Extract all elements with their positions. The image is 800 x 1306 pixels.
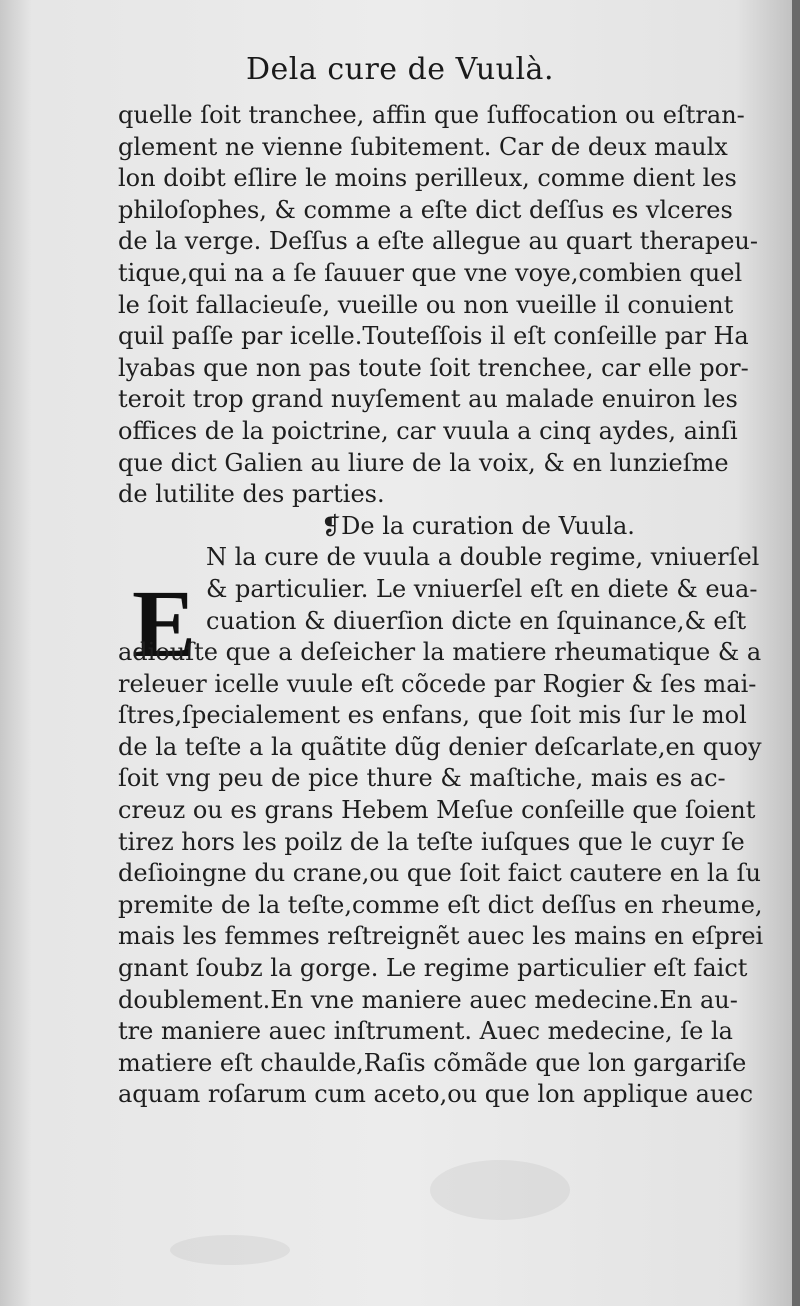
text-line: lon doibt eſlire le moins perilleux, comme dient les bbox=[118, 164, 737, 193]
text-line: le ſoit fallacieuſe, vueille ou non vueille il conuient bbox=[118, 290, 734, 319]
text-line: tre maniere auec inſtrument. Auec medecine, ſe la bbox=[118, 1017, 733, 1046]
text-line: tique,qui na a ſe ſauuer que vne voye,combien quel bbox=[118, 258, 743, 287]
text-line: gnant ſoubz la gorge. Le regime particulier eſt faict bbox=[118, 954, 748, 983]
text-line: premite de la teſte,comme eſt dict deſſus en rheume, bbox=[118, 890, 763, 919]
text-line: N la cure de vuula a double regime, vniuerſel bbox=[206, 543, 760, 572]
text-line: aquam roſarum cum aceto,ou que lon applique auec bbox=[118, 1080, 754, 1109]
text-line: deſioingne du crane,ou que ſoit faict cautere en la ſu bbox=[118, 859, 761, 888]
page-edge bbox=[792, 0, 800, 1306]
text-line: doublement.En vne maniere auec medecine.En au- bbox=[118, 985, 738, 1014]
text-line: ſtres,ſpecialement es enfans, que ſoit mis ſur le mol bbox=[118, 701, 747, 730]
text-line: matiere eſt chaulde,Raſis cõmãde que lon gargariſe bbox=[118, 1048, 747, 1077]
text-line: creuz ou es grans Hebem Meſue conſeille que ſoient bbox=[118, 796, 756, 825]
paper-stain bbox=[170, 1235, 290, 1265]
text-line: de la verge. Deſſus a eſte allegue au quart therapeu- bbox=[118, 227, 758, 256]
section-heading: ❡De la curation de Vuula. bbox=[321, 511, 635, 540]
text-line: ſoit vng peu de pice thure & maſtiche, mais es ac- bbox=[118, 764, 726, 793]
text-line: de la teſte a la quãtite dũg denier deſcarlate,en quoy bbox=[118, 732, 762, 761]
text-line: philoſophes, & comme a eſte dict deſſus es vlceres bbox=[118, 195, 733, 224]
drop-cap: E bbox=[132, 570, 197, 677]
text-line: adiouſte que a deſeicher la matiere rheumatique & a bbox=[118, 638, 762, 667]
text-line: lyabas que non pas toute ſoit trenchee, car elle por- bbox=[118, 353, 749, 382]
text-line: mais les femmes reſtreignẽt auec les mains en eſprei bbox=[118, 922, 764, 951]
text-line: de lutilite des parties. bbox=[118, 480, 385, 509]
text-line: & particulier. Le vniuerſel eſt en diete & eua- bbox=[206, 574, 758, 603]
paper-stain bbox=[430, 1160, 570, 1220]
text-line: teroit trop grand nuyſement au malade enuiron les bbox=[118, 385, 738, 414]
text-line: cuation & diuerſion dicte en ſquinance,& eſt bbox=[206, 606, 747, 635]
text-line: releuer icelle vuule eſt cõcede par Rogier & ſes mai- bbox=[118, 669, 757, 698]
text-line: que dict Galien au liure de la voix, & en lunzieſme bbox=[118, 448, 729, 477]
text-line: glement ne vienne ſubitement. Car de deux maulx bbox=[118, 132, 728, 161]
text-block bbox=[118, 100, 768, 1111]
text-line: quelle ſoit tranchee, affin que ſuffocation ou eſtran- bbox=[118, 101, 745, 129]
text-line: tirez hors les poilz de la teſte iuſques que le cuyr ſe bbox=[118, 827, 745, 856]
running-head: Dela cure de Vuulà. bbox=[246, 52, 554, 87]
text-line: offices de la poictrine, car vuula a cinq aydes, ainſi bbox=[118, 416, 738, 445]
text-line: quil paſſe par icelle.Touteſſois il eſt conſeille par Ha bbox=[118, 322, 749, 351]
